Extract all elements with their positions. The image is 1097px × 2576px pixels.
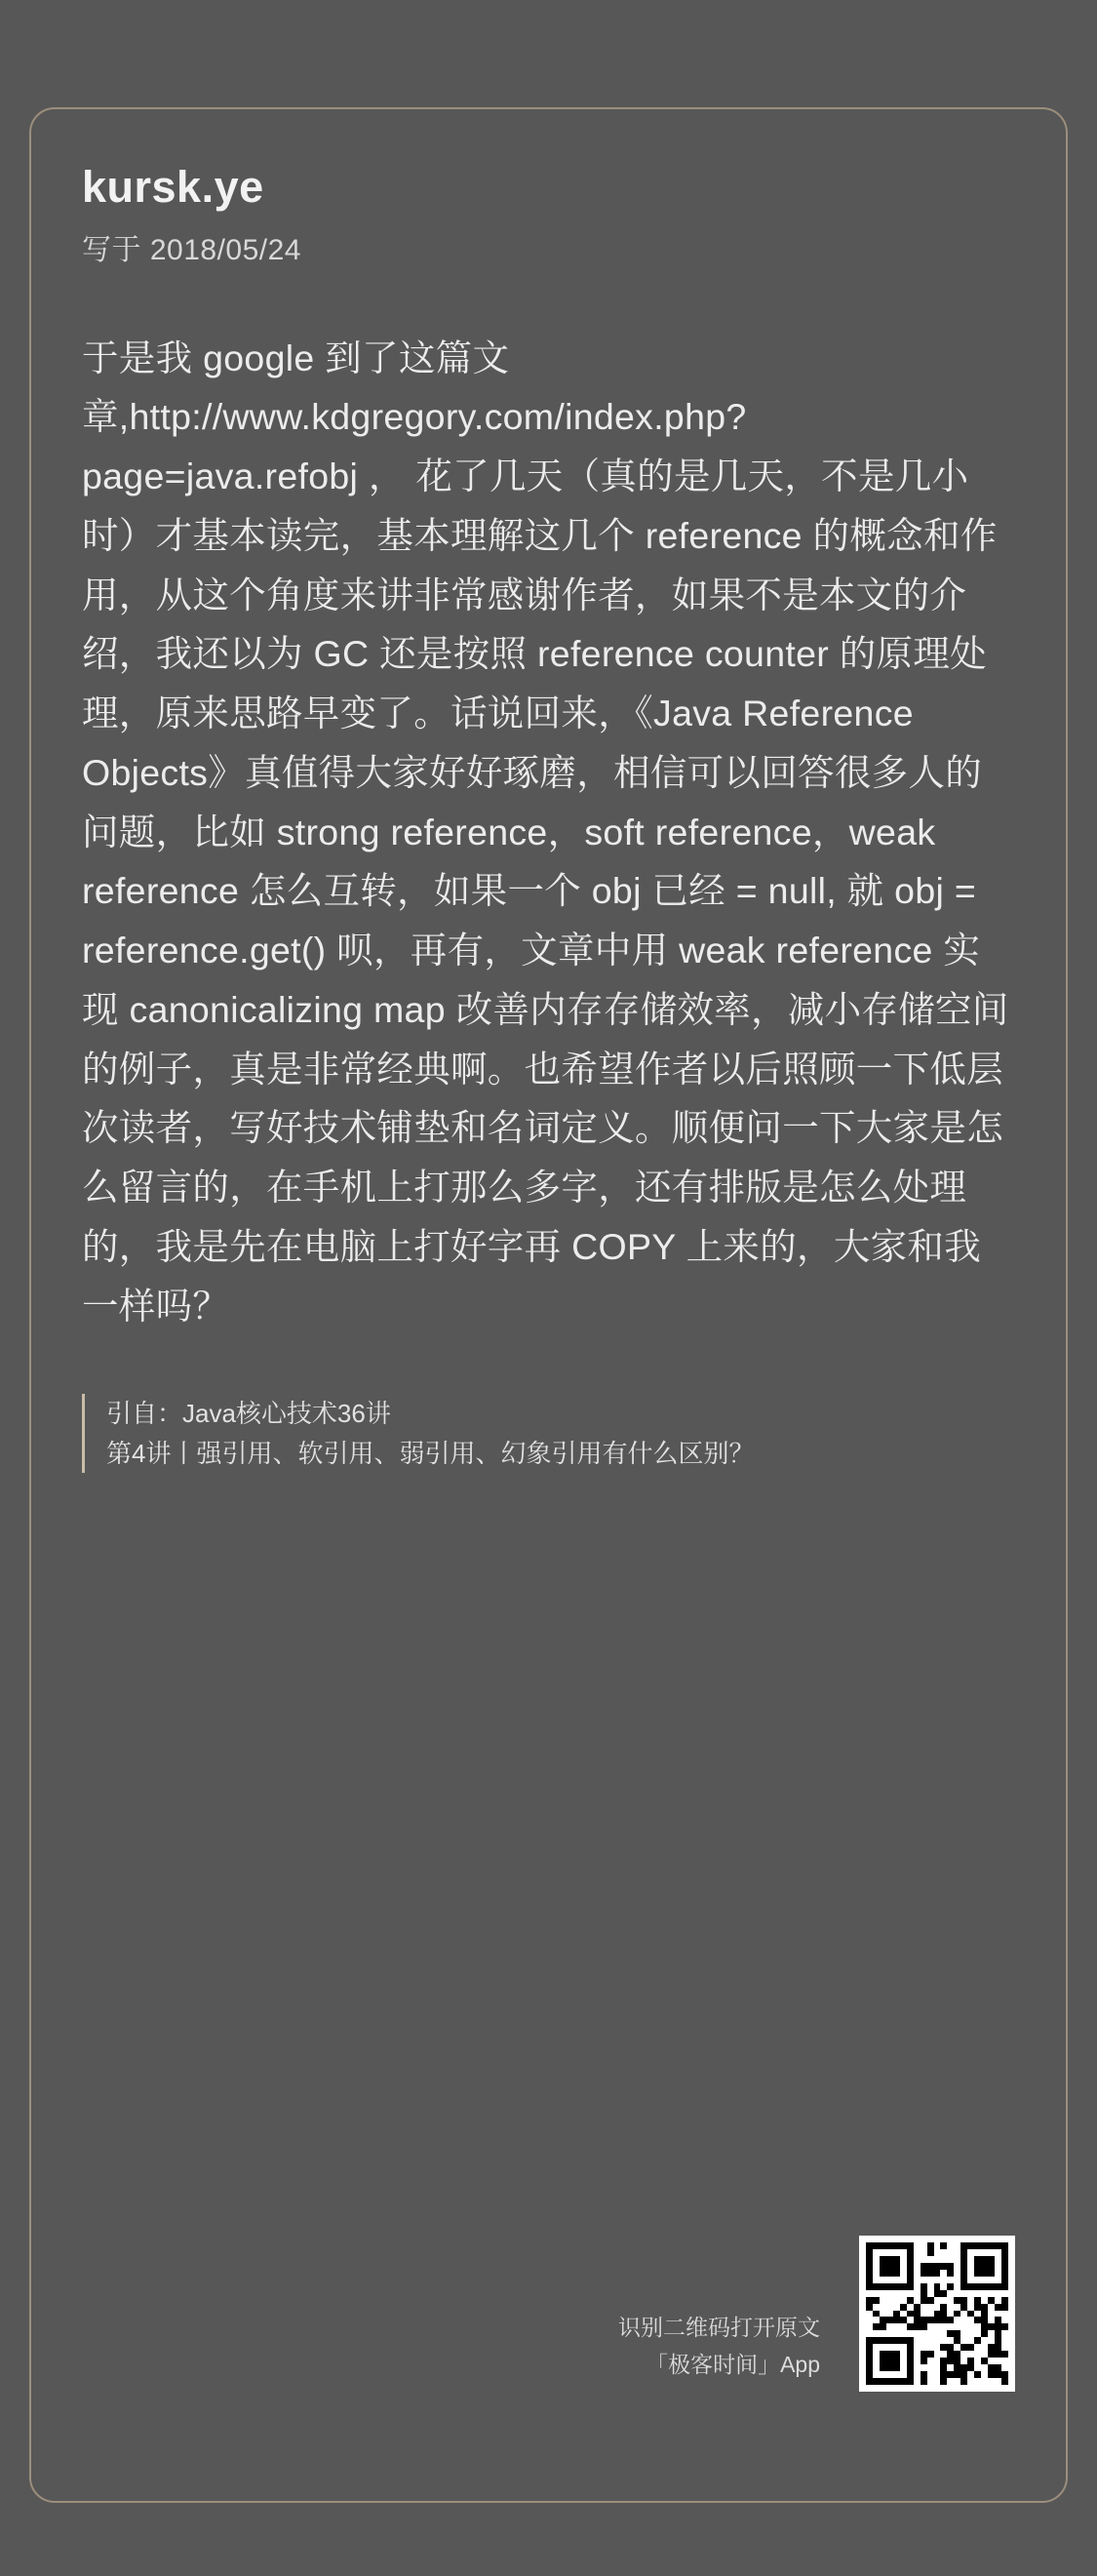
- qr-hint: [618, 2310, 820, 2384]
- card-footer: [82, 2245, 1015, 2392]
- qr-hint-line2: 「极客时间」App: [646, 2352, 820, 2378]
- author-name: kursk.ye: [82, 162, 264, 212]
- quote-attribution: [82, 1394, 1015, 1473]
- qr-code-matrix: [866, 2242, 1008, 2385]
- qr-code-icon[interactable]: [859, 2236, 1015, 2392]
- quote-card: [29, 107, 1068, 2503]
- quote-lecture: 第4讲丨强引用、软引用、弱引用、幻象引用有什么区别？: [106, 1438, 755, 1468]
- written-date: 写于 2018/05/24: [82, 233, 301, 266]
- comment-body: 于是我 google 到了这篇文章,http://www.kdgregory.com/index.php?page=java.refobj ， 花了几天（真的是几天，不是几小时）才基本读完，基本理解这几个 reference 的概念和作用，从这个角度来讲非常感谢作者，如果不是本文的介绍，我还以为 GC 还是按照 reference counter 的原理处理，原来思路早变了。话说回来，《Java Reference Objects》真值得大家好好琢磨，相信可以回答很多人的问题，比如 strong reference，soft reference，weak reference 怎么互转，如果一个 obj 已经 = null, 就 obj = reference.get() 呗，再有，文章中用 weak reference 实现 canonicalizing map 改善内存存储效率，减小存储空间的例子，真是非常经典啊。也希望作者以后照顾一下低层次读者，写好技术铺垫和名词定义。顺便问一下大家是怎么留言的，在手机上打那么多字，还有排版是怎么处理的，我是先在电脑上打好字再 COPY 上来的，大家和我一样吗？: [82, 337, 1009, 1327]
- qr-hint-line1: 识别二维码打开原文: [618, 2315, 820, 2341]
- card-content: [82, 163, 1015, 2481]
- quote-source: 引自：Java核心技术36讲: [106, 1399, 391, 1429]
